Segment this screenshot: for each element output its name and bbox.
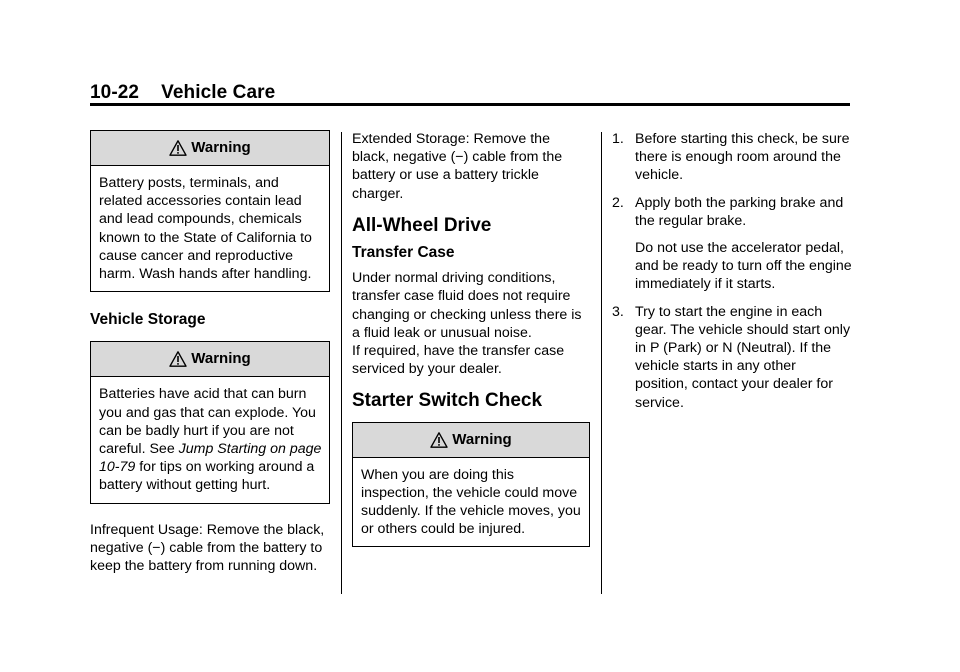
warning-box-lead [90,130,330,292]
header-rule [90,103,850,106]
column-3 [612,130,852,412]
page-header [90,82,275,104]
step-number: 1. [612,131,624,147]
warning-text: Battery posts, terminals, and related accessories contain lead and lead compounds, chemicals known to the State of California to cause cancer and reproductive harm. Wash hands after handling. [99,175,312,283]
step-number: 2. [612,194,624,211]
column-1 [90,130,330,575]
starter-switch-heading: Starter Switch Check [352,390,543,412]
column-divider-2 [601,132,602,594]
column-2 [352,130,590,547]
warning-triangle-icon [430,431,448,449]
transfer-case-text: Under normal driving conditions, transfer case fluid does not require changing or checking unless there is a fluid leak or unusual noise. [352,270,582,341]
warning-box-battery-acid [90,341,330,503]
warning-title: Warning [452,430,512,448]
step-text: Before starting this check, be sure there is enough room around the vehicle. [635,131,850,184]
jump-starting-link[interactable]: Jump Starting on page 10-79 [99,441,322,476]
infrequent-usage-text: Infrequent Usage: Remove the black, negative (−) cable from the battery to keep the battery from running down. [90,521,325,575]
vehicle-storage-heading: Vehicle Storage [90,311,206,329]
step-text: Try to start the engine in each gear. The vehicle should start only in P (Park) or N (Neutral). If the vehicle starts in any other position, contact your dealer for service. [635,303,851,411]
step-number: 3. [612,303,624,320]
step-text: Apply both the parking brake and the regular brake. [635,194,844,229]
warning-text: When you are doing this inspection, the vehicle could move suddenly. If the vehicle moves, you or others could be injured. [361,466,581,538]
column-divider-1 [341,132,342,594]
transfer-case-heading: Transfer Case [352,244,455,262]
step-note: Do not use the accelerator pedal, and be ready to turn off the engine immediately if it starts. [635,240,852,293]
list-item [612,194,852,294]
warning-header [91,131,329,166]
extended-storage-text: Extended Storage: Remove the black, negative (−) cable from the battery or use a battery trickle charger. [352,131,563,202]
warning-title: Warning [191,138,251,156]
warning-text-part: Batteries have acid that can burn you and gas that can explode. You can be badly hurt if you are not careful. See [99,386,316,458]
list-item [612,130,852,185]
warning-triangle-icon [169,139,187,157]
warning-header [353,423,589,458]
warning-text [91,377,329,502]
list-item [612,303,852,412]
warning-box-starter [352,422,590,548]
warning-title: Warning [191,350,251,368]
awd-heading: All-Wheel Drive [352,214,492,236]
transfer-case-service-text: If required, have the transfer case serviced by your dealer. [352,343,565,378]
starter-check-steps [612,130,852,412]
warning-text-part: for tips on working around a battery without getting hurt. [99,459,315,494]
warning-triangle-icon [169,350,187,368]
page-number: 10-22 [90,82,140,103]
section-title: Vehicle Care [161,82,276,103]
warning-header [91,342,329,377]
